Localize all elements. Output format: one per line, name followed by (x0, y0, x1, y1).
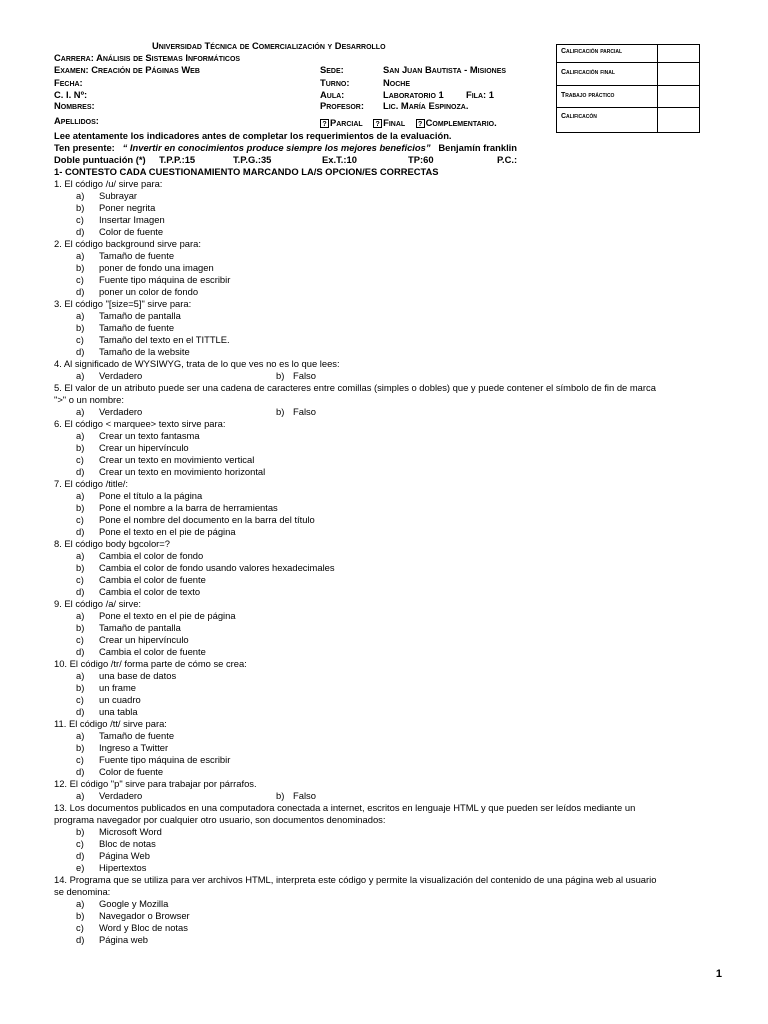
turno-label: Turno: (320, 77, 350, 88)
option-text: Microsoft Word (99, 826, 162, 837)
option-letter[interactable]: d) (76, 526, 85, 537)
option-letter[interactable]: a) (76, 490, 85, 501)
option-letter[interactable]: a) (76, 310, 85, 321)
option-text: Fuente tipo máquina de escribir (99, 754, 231, 765)
option-text: Crear un texto en movimiento vertical (99, 454, 255, 465)
ci-line: C. I. Nº: (54, 89, 88, 100)
option-letter[interactable]: d) (76, 466, 85, 477)
question-text-cont: programa navegador por cualquier otro usuario, son documentos denominados: (54, 814, 386, 825)
option-text: Cambia el color de fuente (99, 646, 206, 657)
carrera-line: Carrera: Análisis de Sistemas Informáticos (54, 52, 241, 63)
examen-line: Examen: Creación de Páginas Web (54, 64, 200, 75)
option-text: poner un color de fondo (99, 286, 199, 297)
option-text: Tamaño de la website (99, 346, 190, 357)
aula-label: Aula: (320, 89, 345, 100)
pc-value: P.C.: (497, 154, 518, 165)
question-text: 13. Los documentos publicados en una computadora conectada a internet, escritos en lenguaje HTML y que pueden ser leídos mediante un (54, 802, 636, 813)
option-text: Crear un texto en movimiento horizontal (99, 466, 266, 477)
option-letter[interactable]: b) (76, 322, 85, 333)
option-text: Crear un hipervínculo (99, 442, 189, 453)
option-letter[interactable]: a) (76, 550, 85, 561)
option-text: Falso (293, 790, 316, 801)
quote-author: Benjamín franklin (438, 142, 518, 153)
tpp-value: T.P.P.:15 (159, 154, 196, 165)
option-letter[interactable]: d) (76, 226, 85, 237)
option-text: Google y Mozilla (99, 898, 169, 909)
option-letter[interactable]: b) (276, 370, 285, 381)
option-letter[interactable]: c) (76, 838, 84, 849)
question-text-cont: ">" o un nombre: (54, 394, 124, 405)
grade-cell-calificacion[interactable] (657, 107, 701, 133)
option-text: Pone el nombre del documento en la barra del título (99, 514, 315, 525)
option-letter[interactable]: a) (76, 430, 85, 441)
option-letter[interactable]: a) (76, 250, 85, 261)
option-text: Falso (293, 370, 316, 381)
option-letter[interactable]: b) (276, 790, 285, 801)
option-letter[interactable]: a) (76, 730, 85, 741)
grade-label-final: Calificación final (561, 69, 615, 76)
option-letter[interactable]: d) (76, 286, 85, 297)
option-text: un frame (99, 682, 136, 693)
question-text: 3. El código "[size=5]" sirve para: (54, 298, 192, 309)
question-text: 10. El código /tr/ forma parte de cómo se crea: (54, 658, 247, 669)
option-letter[interactable]: b) (76, 682, 85, 693)
option-letter[interactable]: c) (76, 214, 84, 225)
profesor-value: Lic. María Espinoza. (383, 100, 469, 111)
option-letter[interactable]: d) (76, 646, 85, 657)
option-text: Pone el texto en el pie de página (99, 610, 236, 621)
option-letter[interactable]: a) (76, 670, 85, 681)
option-text: Color de fuente (99, 226, 164, 237)
option-letter[interactable]: a) (76, 898, 85, 909)
label-final: Final (383, 117, 406, 128)
university-title: Universidad Técnica de Comercialización y Desarrollo (152, 40, 386, 51)
option-text: Ingreso a Twitter (99, 742, 169, 753)
option-letter[interactable]: e) (76, 862, 85, 873)
quote-line (54, 142, 517, 154)
option-text: Verdadero (99, 790, 143, 801)
option-text: Pone el título a la página (99, 490, 203, 501)
nombres-line: Nombres: (54, 100, 95, 111)
option-text: Crear un hipervínculo (99, 634, 189, 645)
option-text: Fuente tipo máquina de escribir (99, 274, 231, 285)
option-letter[interactable]: b) (76, 562, 85, 573)
option-letter[interactable]: a) (76, 790, 85, 801)
option-letter[interactable]: b) (76, 622, 85, 633)
option-text: Tamaño de pantalla (99, 622, 181, 633)
option-letter[interactable]: c) (76, 454, 84, 465)
option-text: Verdadero (99, 406, 143, 417)
option-letter[interactable]: c) (76, 574, 84, 585)
option-letter[interactable]: b) (76, 442, 85, 453)
option-letter[interactable]: a) (76, 610, 85, 621)
option-letter[interactable]: a) (76, 406, 85, 417)
question-text: 1. El código /u/ sirve para: (54, 178, 163, 189)
option-text: Tamaño de fuente (99, 322, 175, 333)
section-title: 1- CONTESTO CADA CUESTIONAMIENTO MARCANDO LA/S OPCION/ES CORRECTAS (54, 166, 439, 177)
option-text: Cambia el color de texto (99, 586, 201, 597)
grade-cell-tp[interactable] (657, 85, 701, 107)
question-text: 5. El valor de un atributo puede ser una cadena de caracteres entre comillas (simples o dobles) que y puede contener el símbolo de fin de marca (54, 382, 656, 393)
checkbox-complementario[interactable]: ? (416, 119, 425, 128)
instructions: Lee atentamente los indicadores antes de completar los requerimientos de la evaluación. (54, 130, 452, 141)
question-text: 2. El código background sirve para: (54, 238, 201, 249)
question-text: 4. Al significado de WYSIWYG, trata de lo que ves no es lo que lees: (54, 358, 340, 369)
question-text: 9. El código /a/ sirve: (54, 598, 142, 609)
option-text: Tamaño de fuente (99, 730, 175, 741)
ext-value: Ex.T.:10 (322, 154, 357, 165)
question-text: 14. Programa que se utiliza para ver archivos HTML, interpreta este código y permite la visualización del contenido de una página web al usuario (54, 874, 657, 885)
option-text: Falso (293, 406, 316, 417)
option-letter[interactable]: b) (76, 826, 85, 837)
grade-cell-final[interactable] (657, 62, 701, 85)
option-letter[interactable]: c) (76, 754, 84, 765)
option-letter[interactable]: b) (76, 502, 85, 513)
question-text-cont: se denomina: (54, 886, 111, 897)
fila-label: Fila: 1 (466, 89, 494, 100)
option-letter[interactable]: b) (76, 742, 85, 753)
fecha-line: Fecha: (54, 77, 83, 88)
option-text: un cuadro (99, 694, 141, 705)
option-text: Navegador o Browser (99, 910, 190, 921)
grade-cell-parcial[interactable] (657, 45, 701, 62)
option-letter[interactable]: d) (76, 850, 85, 861)
option-text: Página Web (99, 850, 150, 861)
grade-label-tp: Trabajo práctico (561, 92, 615, 99)
turno-value: Noche (383, 77, 410, 88)
option-letter[interactable]: b) (76, 910, 85, 921)
grade-label-calificacion: Calificacón (561, 113, 597, 120)
label-complementario: Complementario. (425, 117, 497, 128)
option-letter[interactable]: c) (76, 634, 84, 645)
option-text: Bloc de notas (99, 838, 156, 849)
option-text: Subrayar (99, 190, 138, 201)
option-text: Crear un texto fantasma (99, 430, 200, 441)
option-letter[interactable]: a) (76, 190, 85, 201)
tpg-value: T.P.G.:35 (233, 154, 272, 165)
option-letter[interactable]: c) (76, 922, 84, 933)
checkbox-parcial[interactable]: ? (320, 119, 329, 128)
grades-box (556, 44, 700, 133)
checkbox-final[interactable]: ? (373, 119, 382, 128)
option-letter[interactable]: d) (76, 766, 85, 777)
option-text: Word y Bloc de notas (99, 922, 188, 933)
option-letter[interactable]: c) (76, 514, 84, 525)
option-text: Cambia el color de fuente (99, 574, 206, 585)
option-letter[interactable]: b) (76, 262, 85, 273)
option-text: Tamaño de pantalla (99, 310, 181, 321)
option-text: Tamaño del texto en el TITTLE. (99, 334, 230, 345)
label-parcial: Parcial (330, 117, 363, 128)
profesor-label: Profesor: (320, 100, 364, 111)
ten-presente-label: Ten presente: (54, 142, 115, 153)
option-text: Pone el nombre a la barra de herramientas (99, 502, 278, 513)
option-letter[interactable]: d) (76, 706, 85, 717)
option-text: poner de fondo una imagen (99, 262, 214, 273)
option-text: Poner negrita (99, 202, 156, 213)
option-text: Verdadero (99, 370, 143, 381)
option-letter[interactable]: d) (76, 934, 85, 945)
grade-label-parcial: Calificación parcial (561, 48, 623, 55)
sede-label: Sede: (320, 64, 344, 75)
option-text: Cambia el color de fondo usando valores hexadecimales (99, 562, 335, 573)
aula-value: Laboratorio 1 (383, 89, 444, 100)
double-score-label: Doble puntuación (*) (54, 154, 146, 165)
option-letter[interactable]: c) (76, 334, 84, 345)
page-number: 1 (715, 968, 722, 980)
apellidos-line: Apellidos: (54, 115, 99, 126)
option-text: Hipertextos (99, 862, 147, 873)
option-text: una base de datos (99, 670, 177, 681)
sede-value: San Juan Bautista - Misiones (383, 64, 507, 75)
option-letter[interactable]: b) (76, 202, 85, 213)
question-text: 11. El código /tt/ sirve para: (54, 718, 167, 729)
option-text: Insertar Imagen (99, 214, 165, 225)
question-text: 6. El código < marquee> texto sirve para: (54, 418, 226, 429)
quote: “ Invertir en conocimientos produce siempre los mejores beneficios” (122, 142, 431, 153)
option-text: Tamaño de fuente (99, 250, 175, 261)
option-letter[interactable]: c) (76, 694, 84, 705)
question-text: 8. El código body bgcolor=? (54, 538, 170, 549)
option-letter[interactable]: d) (76, 346, 85, 357)
question-text: 12. El código "p" sirve para trabajar por párrafos. (54, 778, 257, 789)
tp-value: TP:60 (408, 154, 434, 165)
option-text: Pone el texto en el pie de página (99, 526, 236, 537)
question-text: 7. El código /title/: (54, 478, 128, 489)
exam-type-row (320, 117, 497, 129)
option-letter[interactable]: c) (76, 274, 84, 285)
option-text: Color de fuente (99, 766, 164, 777)
option-letter[interactable]: a) (76, 370, 85, 381)
option-letter[interactable]: b) (276, 406, 285, 417)
option-text: una tabla (99, 706, 138, 717)
option-text: Cambia el color de fondo (99, 550, 204, 561)
option-letter[interactable]: d) (76, 586, 85, 597)
option-text: Página web (99, 934, 148, 945)
